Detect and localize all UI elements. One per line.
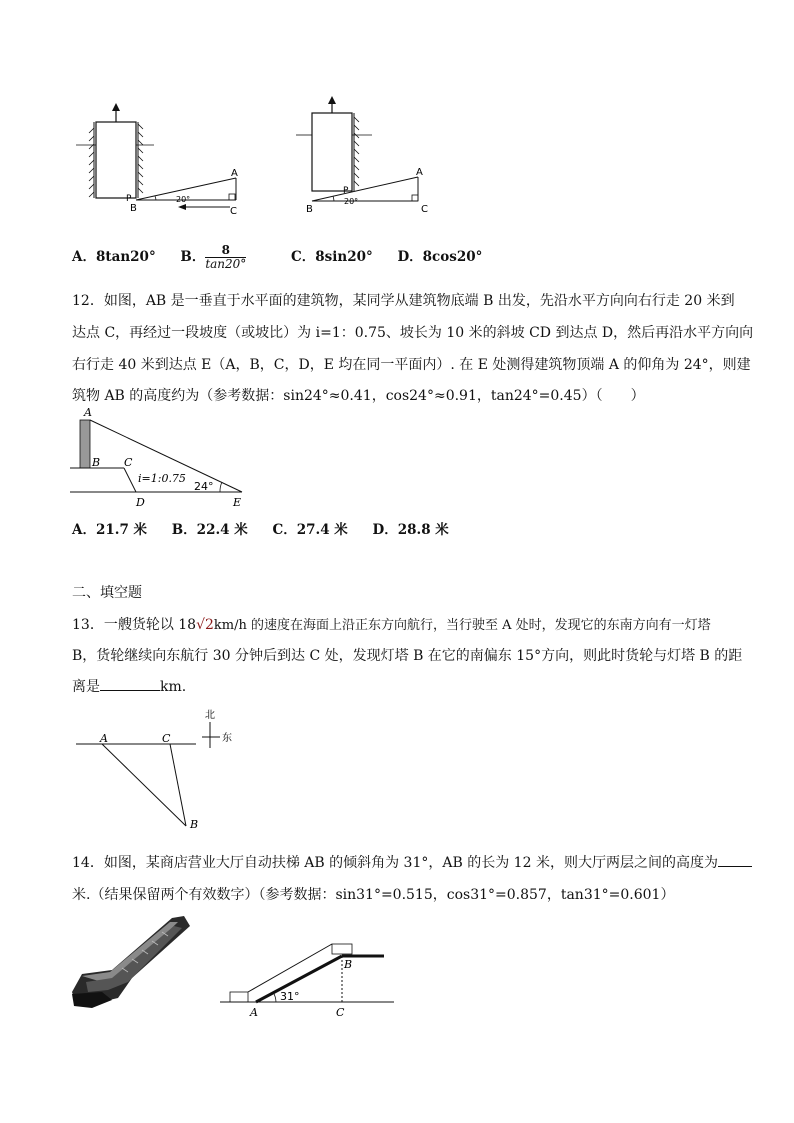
label-B: B: [130, 203, 137, 214]
q12-line-2: 达点 C，再经过一段坡度（或坡比）为 i=1：0.75、坡长为 10 米的斜坡 CD 到达点 D，然后再沿水平方向向: [72, 325, 754, 341]
option-c[interactable]: C．8sin20°: [291, 249, 373, 265]
q13-line-3: 离是 km.: [72, 679, 187, 695]
q13-line-2: B，货轮继续向东航行 30 分钟后到达 C 处，发现灯塔 B 在它的南偏东 15°方向，则此时货轮与灯塔 B 的距: [72, 648, 743, 664]
option-d[interactable]: D．28.8 米: [372, 522, 449, 538]
slope-label: i=1:0.75: [138, 472, 186, 485]
east-label: 东: [222, 733, 232, 744]
label-A: A: [231, 168, 238, 179]
north-label: 北: [205, 710, 215, 721]
label-B: B: [190, 818, 199, 831]
q11-figure-right: [290, 95, 440, 220]
section-title: 二、填空题: [72, 585, 142, 601]
q13-line-1: 13．一艘货轮以 18√2km/h 的速度在海面上沿正东方向航行，当行驶至 A 处时，发现它的东南方向有一灯塔: [72, 617, 711, 633]
q11-options: [72, 244, 502, 271]
q14-line-2: 米.（结果保留两个有效数字）（参考数据：sin31°=0.515，cos31°=0.857，tan31°=0.601）: [72, 887, 675, 903]
option-b[interactable]: B． $\frac{8}{\tan 20^\circ}$: [180, 243, 247, 271]
label-C: C: [230, 206, 237, 217]
label-P: P: [126, 194, 132, 204]
q12-options: [72, 518, 469, 538]
q14-line-1: 14．如图，某商店营业大厅自动扶梯 AB 的倾斜角为 31°，AB 的长为 12 米，则大厅两层之间的高度为: [72, 852, 752, 872]
answer-blank[interactable]: [718, 854, 752, 867]
angle-label: 20°: [344, 197, 359, 206]
sqrt-symbol: √2: [196, 617, 214, 633]
option-c[interactable]: C．27.4 米: [272, 522, 348, 538]
label-B: B: [92, 456, 101, 469]
label-A: A: [416, 167, 423, 178]
label-A: A: [84, 406, 92, 419]
angle-label: 24°: [194, 480, 214, 493]
angle-label: 20°: [176, 195, 191, 204]
label-B: B: [306, 204, 313, 215]
q12-line-1: 12．如图，AB 是一垂直于水平面的建筑物，某同学从建筑物底端 B 出发，先沿水平方向向右行走 20 米到: [72, 293, 735, 309]
angle-label: 31°: [280, 990, 300, 1003]
label-D: D: [136, 496, 145, 509]
label-B: B: [344, 958, 353, 971]
q12-line-3: 右行走 40 米到达点 E（A，B，C，D，E 均在同一平面内）. 在 E 处测得建筑物顶端 A 的仰角为 24°，则建: [72, 357, 751, 373]
option-a[interactable]: A．8tan20°: [72, 249, 156, 265]
label-C: C: [162, 732, 171, 745]
answer-blank[interactable]: [100, 678, 160, 691]
label-A: A: [100, 732, 108, 745]
option-b[interactable]: B．22.4 米: [171, 522, 248, 538]
label-C: C: [124, 456, 133, 469]
q13-figure: [72, 704, 242, 834]
label-C: C: [336, 1006, 345, 1019]
escalator-photo: [72, 912, 192, 1012]
q12-figure: [70, 404, 260, 514]
label-P: P: [343, 186, 349, 196]
label-A: A: [250, 1006, 258, 1019]
q12-line-4: 筑物 AB 的高度约为（参考数据：sin24°≈0.41，cos24°≈0.91，tan24°=0.45）（ ）: [72, 388, 645, 404]
q11-figure-left: [70, 100, 250, 225]
q14-figure: [220, 936, 400, 1026]
option-d[interactable]: D．8cos20°: [397, 249, 483, 265]
label-E: E: [233, 496, 242, 509]
label-C: C: [421, 204, 428, 215]
option-a[interactable]: A．21.7 米: [72, 522, 148, 538]
